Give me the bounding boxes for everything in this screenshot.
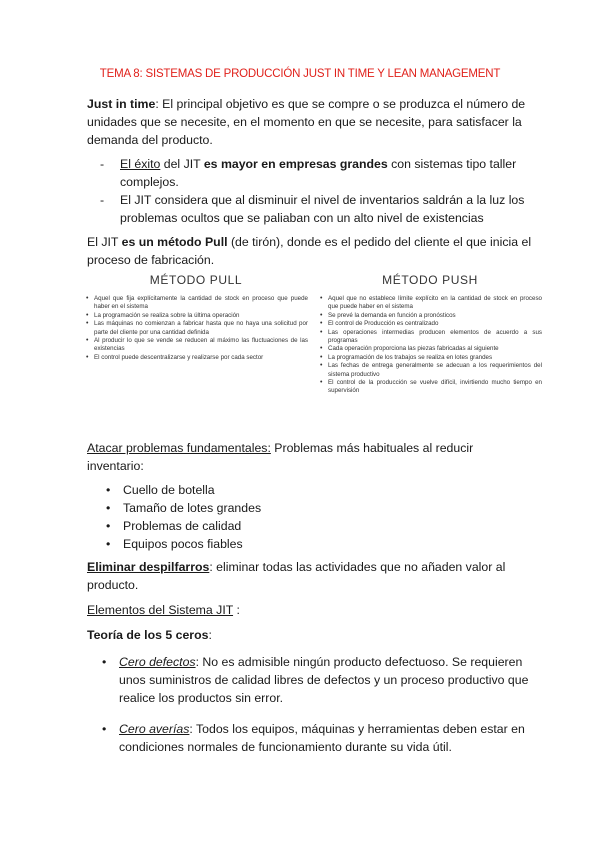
bullet-icon: • xyxy=(102,655,107,669)
list-item xyxy=(106,535,261,553)
push-list xyxy=(318,295,542,396)
pull-paragraph-line1 xyxy=(87,233,531,251)
dash-item-exito-line2: complejos. xyxy=(120,175,179,189)
elementos-heading xyxy=(87,601,240,619)
teoria-heading xyxy=(87,626,212,644)
dash-item-inventario-line2: problemas ocultos que se paliaban con un alto nivel de existencias xyxy=(120,211,484,225)
inventario-line1: El JIT considera que al disminuir el nivel de inventarios saldrán a la luz los xyxy=(120,193,525,207)
pull-paragraph-line2: proceso de fabricación. xyxy=(87,253,215,267)
zero-breakdowns-term: Cero averías xyxy=(119,722,190,736)
bullet-icon: • xyxy=(106,483,111,497)
pull-para-start: El JIT xyxy=(87,235,122,249)
eliminar-line1 xyxy=(87,558,505,576)
problem-label: Equipos pocos fiables xyxy=(123,537,243,551)
exito-rest: con sistemas tipo taller xyxy=(387,157,517,171)
zero-breakdowns-line1 xyxy=(119,720,529,738)
atacar-line1 xyxy=(87,439,473,457)
teoria-colon: : xyxy=(208,628,212,642)
eliminar-line2: producto. xyxy=(87,578,139,592)
bullet-icon: • xyxy=(102,722,107,736)
list-item xyxy=(106,517,261,535)
exito-underlined: El éxito xyxy=(120,157,161,171)
list-item xyxy=(106,499,262,517)
teoria-bold: Teoría de los 5 ceros xyxy=(87,628,209,642)
zero-defects-rest: : No es admisible ningún producto defectuoso. Se requieren xyxy=(195,655,523,669)
exito-mid: del JIT xyxy=(160,157,204,171)
push-heading: MÉTODO PUSH xyxy=(382,273,478,287)
pull-list xyxy=(84,295,308,362)
push-item: • Las operaciones intermedias producen elementos de acuerdo a sus programas xyxy=(328,329,542,346)
exito-bold: es mayor en empresas grandes xyxy=(203,157,388,171)
pull-heading: MÉTODO PULL xyxy=(149,273,243,287)
pull-item: • Aquel que fija explícitamente la cantidad de stock en proceso que puede haber en el sistema xyxy=(94,295,308,312)
push-column xyxy=(318,273,542,396)
intro-line-2: unidades que se necesite, en el momento en que se necesite, para satisfacer la xyxy=(87,115,522,129)
problems-list xyxy=(106,481,262,553)
push-item: • La programación de los trabajos se realiza en lotes grandes xyxy=(328,354,542,362)
pull-item: • La programación se realiza sobre la última operación xyxy=(94,312,308,320)
atacar-rest: Problemas más habituales al reducir xyxy=(270,441,474,455)
dash-marker: - xyxy=(100,193,105,207)
pull-item: • El control puede descentralizarse y realizarse por cada sector xyxy=(94,354,308,362)
zero-defects-line2: unos suministros de calidad libres de defectos y un proceso productivo que xyxy=(119,673,529,687)
zero-defects-line3: realice los productos sin error. xyxy=(119,691,284,705)
zero-breakdowns-item xyxy=(102,720,529,756)
bullet-icon: • xyxy=(106,537,111,551)
bullet-icon: • xyxy=(106,519,111,533)
zero-defects-term: Cero defectos xyxy=(119,655,196,669)
pull-item: • Al producir lo que se vende se reducen al máximo las fluctuaciones de las existencias xyxy=(94,337,308,354)
intro-line-1 xyxy=(87,95,525,113)
push-item: • Cada operación proporciona las piezas fabricadas al siguiente xyxy=(328,345,542,353)
dash-item-exito xyxy=(100,155,517,173)
push-item: • Se prevé la demanda en función a pronósticos xyxy=(328,312,542,320)
push-item: • El control de la producción se vuelve difícil, invirtiendo mucho tiempo en supervisión xyxy=(328,379,542,396)
zero-defects-line1 xyxy=(119,653,529,671)
pull-push-figure xyxy=(84,273,542,423)
list-item xyxy=(106,481,261,499)
page-title: TEMA 8: SISTEMAS DE PRODUCCIÓN JUST IN TIME Y LEAN MANAGEMENT xyxy=(99,68,501,80)
push-item: • El control de Producción es centralizado xyxy=(328,320,542,328)
pull-item: • Las máquinas no comienzan a fabricar hasta que no haya una solicitud por parte del cliente por una cantidad definida xyxy=(94,320,308,337)
dash-item-inventario xyxy=(100,191,525,209)
eliminar-rest: : eliminar todas las actividades que no añaden valor al xyxy=(209,560,506,574)
intro-text-1: : El principal objetivo es que se compre o se produzca el número de xyxy=(155,97,526,111)
atacar-underlined: Atacar problemas fundamentales: xyxy=(87,441,271,455)
bullet-icon: • xyxy=(106,501,111,515)
eliminar-term: Eliminar despilfarros xyxy=(87,560,210,574)
zero-breakdowns-line2: condiciones normales de funcionamiento durante su vida útil. xyxy=(119,740,452,754)
problem-label: Cuello de botella xyxy=(123,483,215,497)
dash-marker: - xyxy=(100,157,105,171)
pull-column xyxy=(84,273,308,362)
pull-para-rest: (de tirón), donde es el pedido del cliente el que inicia el xyxy=(227,235,532,249)
zero-defects-item xyxy=(102,653,529,707)
atacar-line2: inventario: xyxy=(87,459,144,473)
elementos-rest: : xyxy=(233,603,240,617)
push-item: • Las fechas de entrega generalmente se adecuan a los requerimientos del sistema productivo xyxy=(328,362,542,379)
intro-line-3: demanda del producto. xyxy=(87,133,213,147)
problem-label: Tamaño de lotes grandes xyxy=(123,501,262,515)
zero-breakdowns-rest: : Todos los equipos, máquinas y herramientas deben estar en xyxy=(189,722,525,736)
problem-label: Problemas de calidad xyxy=(123,519,242,533)
push-item: • Aquel que no establece límite explícito en la cantidad de stock en proceso que puede haber en el sistema xyxy=(328,295,542,312)
just-in-time-term: Just in time xyxy=(87,97,156,111)
pull-para-bold: es un método Pull xyxy=(121,235,228,249)
elementos-underlined: Elementos del Sistema JIT xyxy=(87,603,234,617)
